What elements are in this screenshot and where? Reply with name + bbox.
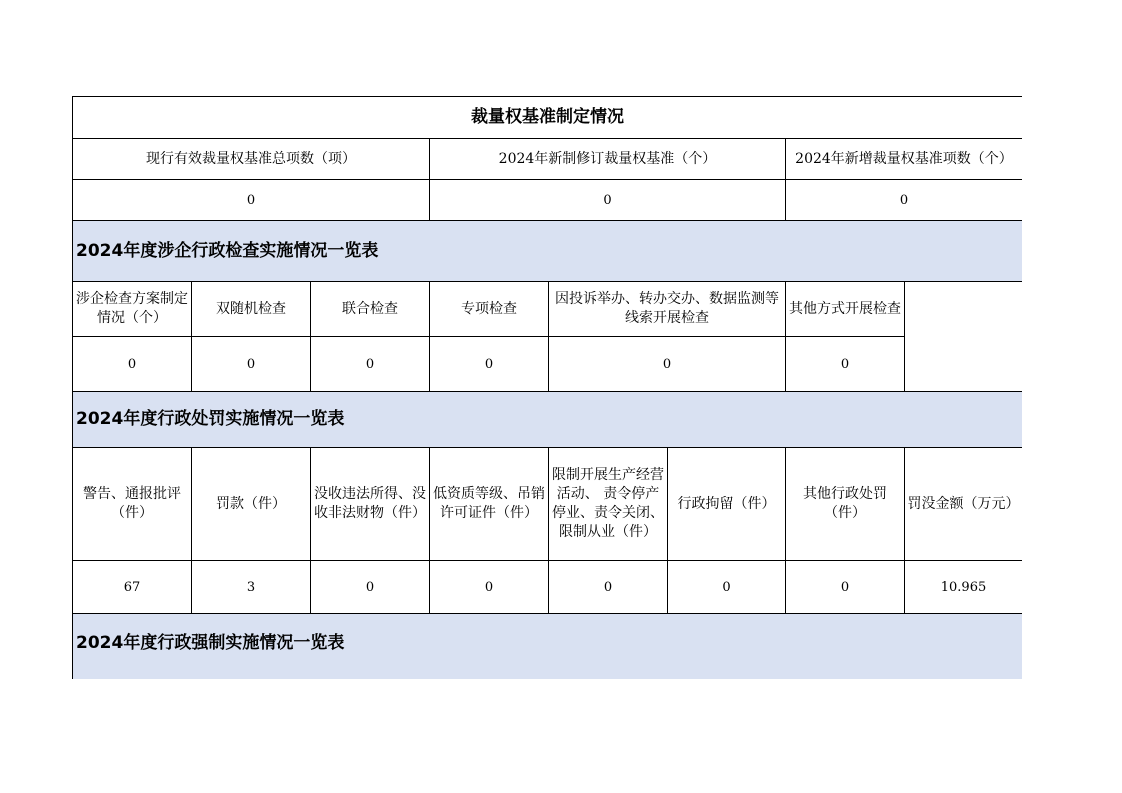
penalty-header-other: 其他行政处罚（件） [786, 448, 905, 561]
discretion-title-row [73, 97, 1023, 139]
inspection-value-complaint: 0 [549, 337, 786, 392]
discretion-value-total: 0 [73, 180, 430, 221]
penalty-value-other: 0 [786, 561, 905, 614]
inspection-value-special: 0 [430, 337, 549, 392]
inspection-empty-cell [905, 282, 1023, 392]
penalty-header-detention: 行政拘留（件） [668, 448, 786, 561]
discretion-title: 裁量权基准制定情况 [73, 97, 1023, 139]
inspection-header-plan: 涉企检查方案制定情况（个） [73, 282, 192, 337]
penalty-section-title: 2024年度行政处罚实施情况一览表 [73, 392, 1023, 448]
inspection-section-row [73, 221, 1023, 282]
penalty-header-fine: 罚款（件） [192, 448, 311, 561]
discretion-value-new: 0 [786, 180, 1023, 221]
inspection-value-joint: 0 [311, 337, 430, 392]
penalty-section-row [73, 392, 1023, 448]
penalty-header-row [73, 448, 1023, 561]
penalty-value-fine: 3 [192, 561, 311, 614]
enforcement-section-title: 2024年度行政强制实施情况一览表 [73, 614, 1023, 680]
penalty-value-license: 0 [430, 561, 549, 614]
inspection-header-complaint: 因投诉举办、转办交办、数据监测等线索开展检查 [549, 282, 786, 337]
discretion-header-row [73, 139, 1023, 180]
penalty-value-warning: 67 [73, 561, 192, 614]
inspection-header-row [73, 282, 1023, 337]
penalty-header-restriction: 限制开展生产经营活动、 责令停产停业、责令关闭、限制从业（件） [549, 448, 668, 561]
inspection-header-random: 双随机检查 [192, 282, 311, 337]
inspection-value-other: 0 [786, 337, 905, 392]
inspection-header-special: 专项检查 [430, 282, 549, 337]
discretion-value-row [73, 180, 1023, 221]
penalty-value-amount: 10.965 [905, 561, 1023, 614]
penalty-value-detention: 0 [668, 561, 786, 614]
penalty-header-amount: 罚没金额（万元） [905, 448, 1023, 561]
inspection-header-other: 其他方式开展检查 [786, 282, 905, 337]
penalty-value-confiscation: 0 [311, 561, 430, 614]
penalty-value-row [73, 561, 1023, 614]
inspection-value-random: 0 [192, 337, 311, 392]
penalty-value-restriction: 0 [549, 561, 668, 614]
discretion-header-revised: 2024年新制修订裁量权基准（个） [430, 139, 786, 180]
penalty-header-confiscation: 没收违法所得、没收非法财物（件） [311, 448, 430, 561]
discretion-value-revised: 0 [430, 180, 786, 221]
enforcement-section-row [73, 614, 1023, 680]
report-table [72, 96, 1022, 679]
inspection-section-title: 2024年度涉企行政检查实施情况一览表 [73, 221, 1023, 282]
inspection-value-row [73, 337, 1023, 392]
report-sheet [72, 96, 1022, 679]
inspection-value-plan: 0 [73, 337, 192, 392]
penalty-header-license: 低资质等级、吊销许可证件（件） [430, 448, 549, 561]
discretion-header-new: 2024年新增裁量权基准项数（个） [786, 139, 1023, 180]
penalty-header-warning: 警告、通报批评（件） [73, 448, 192, 561]
discretion-header-total: 现行有效裁量权基准总项数（项） [73, 139, 430, 180]
inspection-header-joint: 联合检查 [311, 282, 430, 337]
